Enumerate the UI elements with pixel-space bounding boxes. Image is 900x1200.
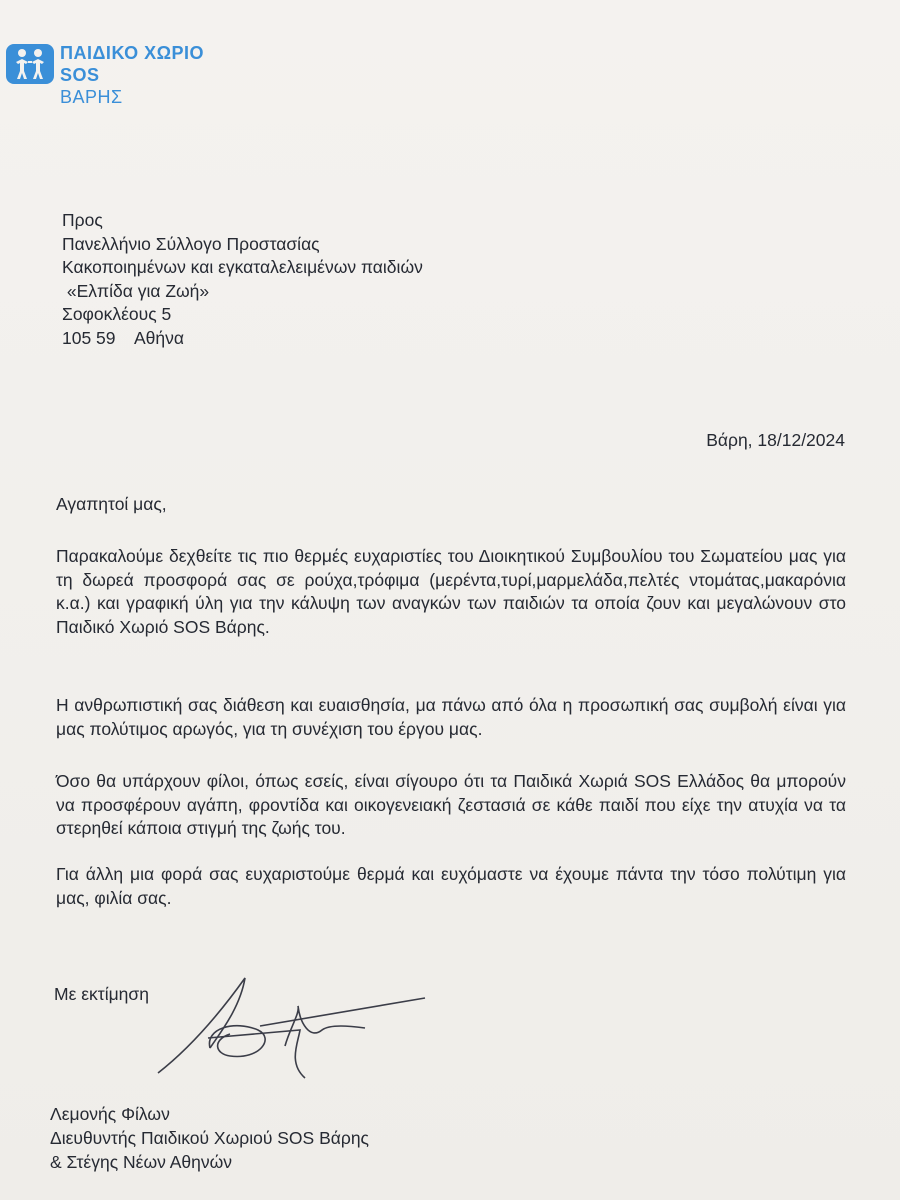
closing: Με εκτίμηση (54, 984, 149, 1004)
recipient-line: Κακοποιημένων και εγκαταλελειμένων παιδιών (62, 257, 423, 277)
signer-name: Λεμονής Φίλων (50, 1104, 170, 1124)
signer-title: & Στέγης Νέων Αθηνών (50, 1152, 233, 1172)
body-paragraph: Η ανθρωπιστική σας διάθεση και ευαισθησία, μα πάνω από όλα η προσωπική σας συμβολή είναι για μας πολύτιμος αρωγός, για τη συνέχιση του έργου μας. (56, 695, 846, 739)
recipient-line: «Ελπίδα για Ζωή» (62, 280, 210, 301)
body-paragraph: Για άλλη μια φορά σας ευχαριστούμε θερμά και ευχόμαστε να έχουμε πάντα την τόσο πολύτιμη για μας, φιλία σας. (56, 864, 846, 908)
recipient-line: Προς (62, 210, 103, 230)
signer-block (50, 1102, 369, 1174)
signer-title: Διευθυντής Παιδικού Χωριού SOS Βάρης (50, 1128, 369, 1148)
recipient-line: 105 59 Αθήνα (62, 327, 185, 348)
sos-children-logo-icon (6, 44, 54, 84)
handwritten-signature (150, 968, 440, 1088)
recipient-address (62, 209, 423, 350)
body-paragraph: Όσο θα υπάρχουν φίλοι, όπως εσείς, είναι σίγουρο ότι τα Παιδικά Χωριά SOS Ελλάδος θα μπορούν να προσφέρουν αγάπη, φροντίδα και οικογενειακή ζεστασιά σε κάθε παιδί που είχε την ατυχία να τα στερηθεί κάποια στιγμή της ζωής του. (56, 771, 846, 838)
recipient-line: Σοφοκλέους 5 (62, 304, 172, 324)
greeting: Αγαπητοί μας, (56, 494, 167, 514)
letterhead-line2: SOS (60, 65, 100, 85)
letter-date: Βάρη, 18/12/2024 (706, 430, 845, 450)
body-paragraph: Παρακαλούμε δεχθείτε τις πιο θερμές ευχαριστίες του Διοικητικού Συμβουλίου του Σωματείου μας για τη δωρεά προσφορά σας σε ρούχα,τρόφιμα (μερέντα,τυρί,μαρμελάδα,πελτές ντομάτας,μακαρόνια κ.α.) και γραφική ύλη για την κάλυψη των αναγκών των παιδιών τα οποία ζουν και μεγαλώνουν στο Παιδικό Χωριό SOS Βάρης. (56, 546, 846, 637)
letterhead (6, 42, 204, 108)
letterhead-line1: ΠΑΙΔΙΚΟ ΧΩΡΙΟ (60, 43, 205, 63)
letterhead-line3: ΒΑΡΗΣ (60, 87, 123, 107)
recipient-line: Πανελλήνιο Σύλλογο Προστασίας (62, 233, 320, 254)
